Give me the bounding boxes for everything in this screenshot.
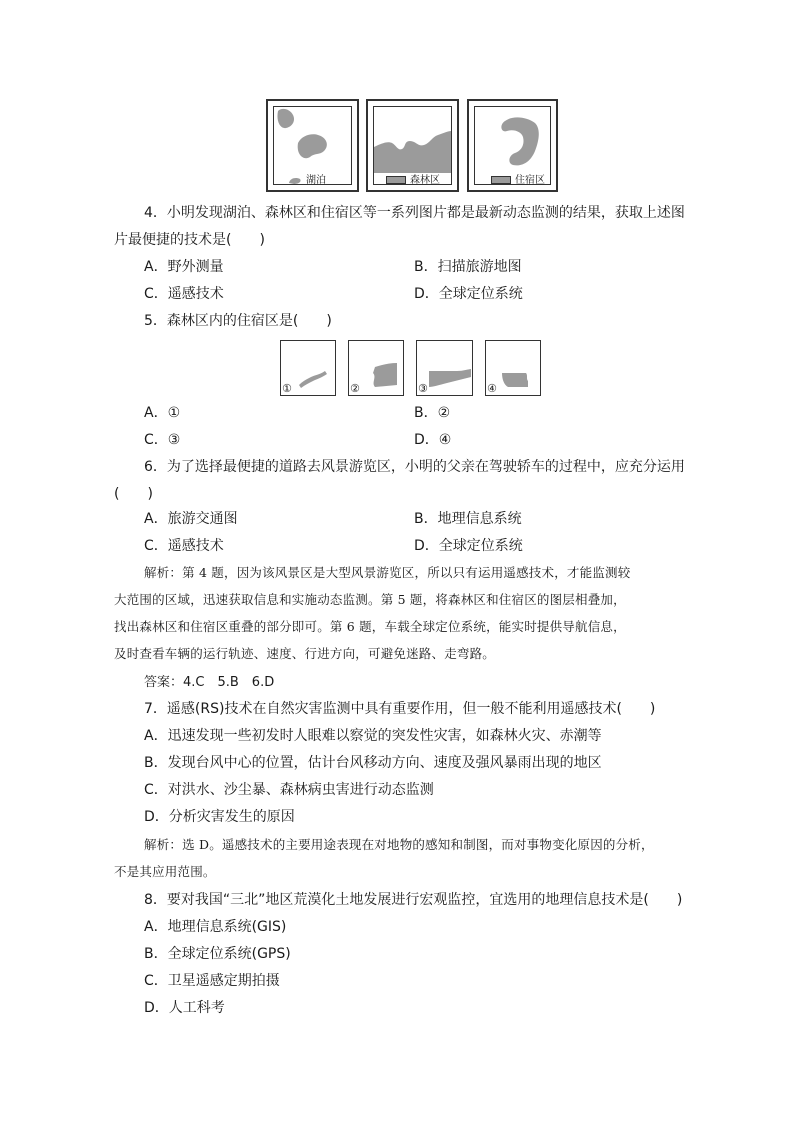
- q4-option-b: B．扫描旅游地图: [414, 259, 522, 275]
- q5-option-b: B．②: [414, 405, 451, 421]
- q4-option-a: A．野外测量: [144, 259, 224, 275]
- q5-option-c: C．③: [144, 432, 181, 448]
- explanation1-line1: 解析：第 4 题，因为该风景区是大型风景游览区，所以只有运用遥感技术，才能监测较: [144, 565, 631, 580]
- q7-option-c: C．对洪水、沙尘暴、森林病虫害进行动态监测: [144, 782, 434, 798]
- q8-option-c: C．卫星遥感定期拍摄: [144, 973, 280, 989]
- q5-figure-1: [280, 340, 336, 396]
- forest-legend-swatch: [386, 176, 406, 184]
- q4-option-d: D．全球定位系统: [414, 286, 523, 302]
- q7-option-d: D．分析灾害发生的原因: [144, 809, 295, 825]
- q5-option-a: A．①: [144, 405, 181, 421]
- lake-legend-label: 湖泊: [306, 175, 326, 186]
- q8-option-a: A．地理信息系统(GIS): [144, 919, 287, 935]
- q8-option-b: B．全球定位系统(GPS): [144, 946, 291, 962]
- q5-option-d: D．④: [414, 432, 452, 448]
- answer1: 答案：4.C 5.B 6.D: [144, 675, 275, 690]
- q5-figure-2: [348, 340, 404, 396]
- forest-map-figure: [366, 99, 459, 192]
- q5-figure-4-label: ④: [487, 382, 497, 395]
- q8-stem: 8．要对我国“三北”地区荒漠化土地发展进行宏观监控，宜选用的地理信息技术是( ): [144, 892, 683, 908]
- q7-option-a: A．迅速发现一些初发时人眼难以察觉的突发性灾害，如森林火灾、赤潮等: [144, 728, 602, 744]
- q5-figure-4: [485, 340, 541, 396]
- q4-option-c: C．遥感技术: [144, 286, 224, 302]
- q5-figure-3-label: ③: [418, 382, 428, 395]
- explanation1-line4: 及时查看车辆的运行轨迹、速度、行进方向，可避免迷路、走弯路。: [114, 646, 496, 661]
- lake-legend: [288, 175, 326, 187]
- forest-legend-label: 森林区: [410, 175, 440, 186]
- q5-figure-2-label: ②: [350, 382, 360, 395]
- q4-stem-line2: 片最便捷的技术是( ): [114, 232, 265, 248]
- q6-option-b: B．地理信息系统: [414, 511, 522, 527]
- q6-option-d: D．全球定位系统: [414, 538, 523, 554]
- q7-option-b: B．发现台风中心的位置，估计台风移动方向、速度及强风暴雨出现的地区: [144, 755, 602, 771]
- lodging-legend-swatch: [491, 176, 511, 184]
- q6-option-c: C．遥感技术: [144, 538, 224, 554]
- lake-map-figure: [266, 99, 359, 192]
- q6-stem-line2: ( ): [114, 486, 153, 502]
- q5-figure-1-label: ①: [282, 382, 292, 395]
- explanation1-line3: 找出森林区和住宿区重叠的部分即可。第 6 题，车载全球定位系统，能实时提供导航信息，: [114, 619, 626, 634]
- forest-legend: [386, 175, 440, 187]
- explanation2-line1: 解析：选 D。遥感技术的主要用途表现在对地物的感知和制图，而对事物变化原因的分析，: [144, 837, 654, 852]
- lodging-legend-label: 住宿区: [515, 175, 545, 186]
- q5-figure-3: [416, 340, 473, 396]
- q6-option-a: A．旅游交通图: [144, 511, 238, 527]
- q7-stem: 7．遥感(RS)技术在自然灾害监测中具有重要作用，但一般不能利用遥感技术( ): [144, 701, 656, 717]
- explanation2-line2: 不是其应用范围。: [114, 864, 216, 879]
- q8-option-d: D．人工科考: [144, 1000, 225, 1016]
- q5-stem: 5．森林区内的住宿区是( ): [144, 313, 332, 329]
- explanation1-line2: 大范围的区域，迅速获取信息和实施动态监测。第 5 题，将森林区和住宿区的图层相叠加，: [114, 592, 626, 607]
- q4-stem-line1: 4．小明发现湖泊、森林区和住宿区等一系列图片都是最新动态监测的结果，获取上述图: [144, 205, 685, 221]
- q6-stem-line1: 6．为了选择最便捷的道路去风景游览区，小明的父亲在驾驶轿车的过程中，应充分运用: [144, 459, 685, 475]
- lodging-legend: [491, 175, 545, 187]
- lodging-map-figure: [467, 99, 558, 192]
- lake-legend-icon: [288, 176, 302, 185]
